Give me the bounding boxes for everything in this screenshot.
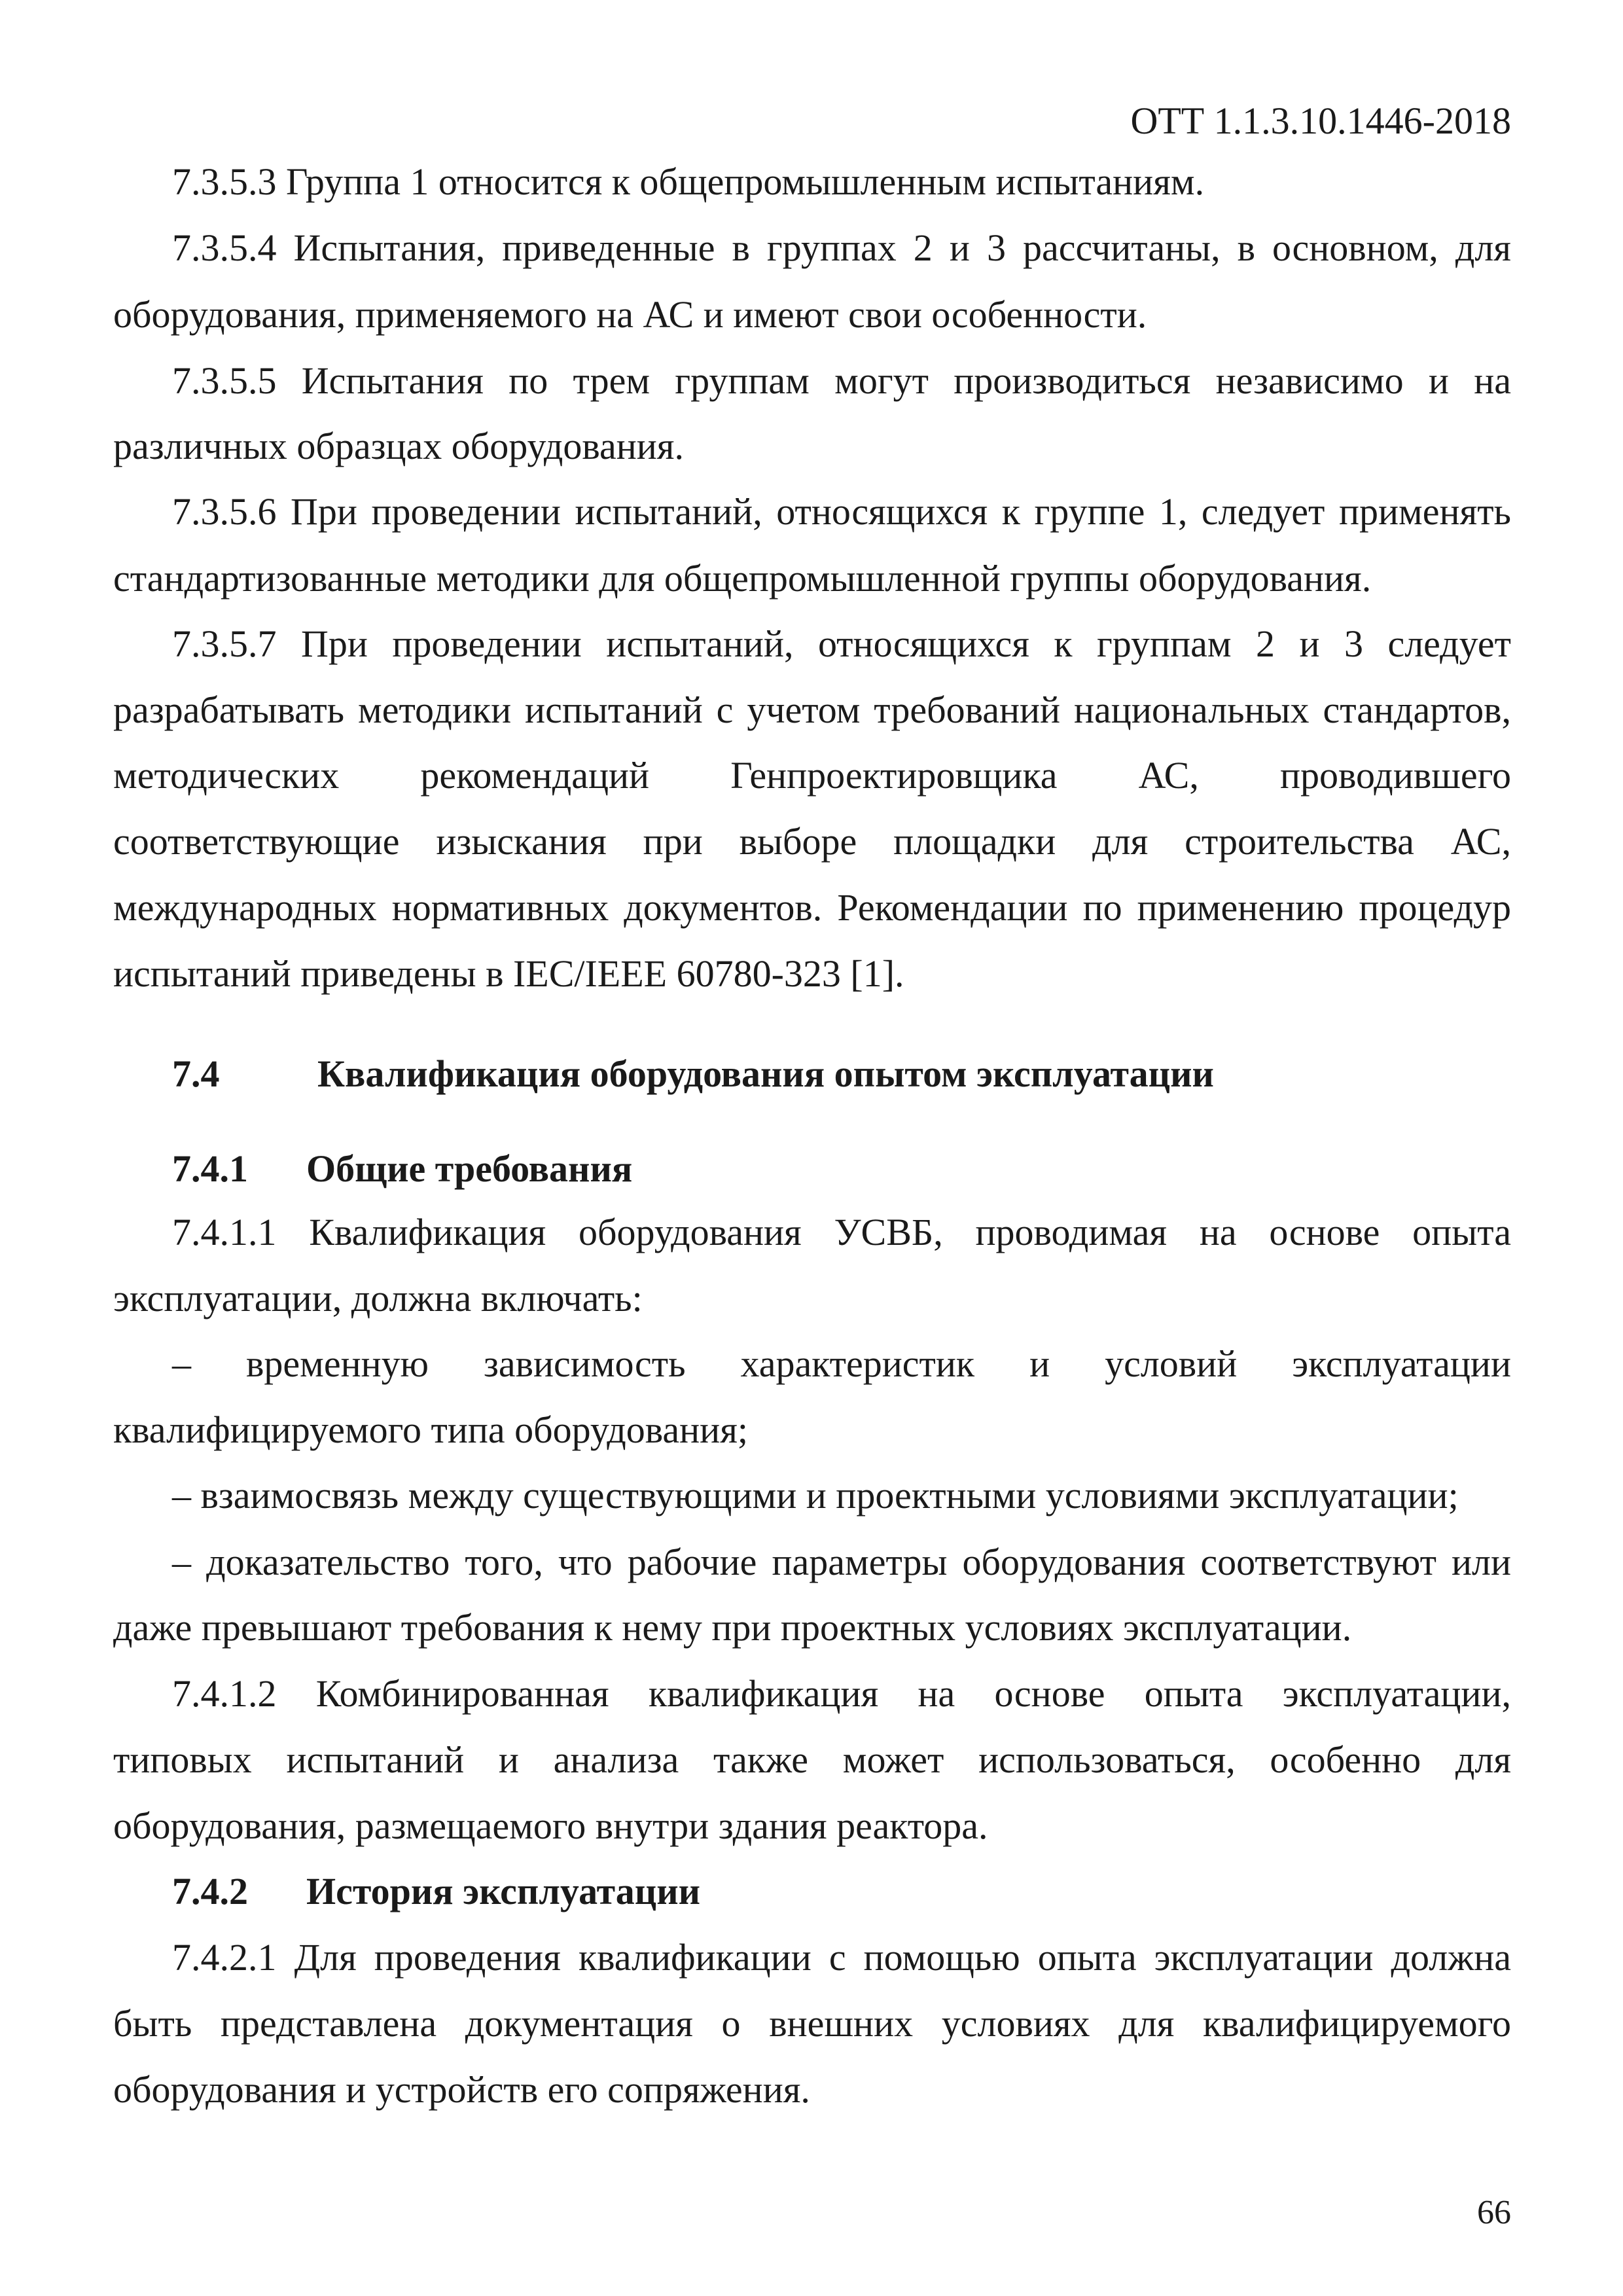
paragraph-line: международных нормативных документов. Рекомендации по применению процедур [113,886,1511,929]
list-item-line: даже превышают требования к нему при проектных условиях эксплуатации. [113,1606,1352,1649]
subsection-heading-number: 7.4.1 [172,1147,248,1190]
paragraph-line: быть представлена документация о внешних условиях для квалифицируемого [113,2002,1511,2045]
list-item-line: – взаимосвязь между существующими и проектными условиями эксплуатации; [172,1474,1459,1516]
paragraph-line: оборудования, применяемого на АС и имеют свои особенности. [113,293,1147,336]
list-item-line: – временную зависимость характеристик и условий эксплуатации [172,1342,1511,1385]
paragraph-line: стандартизованные методики для общепромышленной группы оборудования. [113,557,1372,600]
paragraph-line: разрабатывать методики испытаний с учетом требований национальных стандартов, [113,689,1511,731]
paragraph-line: 7.3.5.3 Группа 1 относится к общепромышленным испытаниям. [172,160,1205,203]
paragraph-line: эксплуатации, должна включать: [113,1277,643,1319]
paragraph-line: соответствующие изыскания при выборе площадки для строительства АС, [113,820,1511,863]
page-number: 66 [1477,2194,1511,2231]
paragraph-line: оборудования, размещаемого внутри здания реактора. [113,1804,988,1847]
list-item-line: квалифицируемого типа оборудования; [113,1408,748,1451]
paragraph-line: методических рекомендаций Генпроектировщика АС, проводившего [113,754,1511,797]
document-code: ОТТ 1.1.3.10.1446-2018 [1130,99,1511,142]
paragraph-line: 7.3.5.4 Испытания, приведенные в группах 2 и 3 рассчитаны, в основном, для [172,226,1511,269]
paragraph-line: типовых испытаний и анализа также может использоваться, особенно для [113,1738,1511,1781]
subsection-heading-title: История эксплуатации [306,1870,701,1912]
paragraph-line: 7.3.5.7 При проведении испытаний, относящихся к группам 2 и 3 следует [172,622,1511,665]
paragraph-line: 7.3.5.6 При проведении испытаний, относящихся к группе 1, следует применять [172,490,1511,533]
subsection-heading-number: 7.4.2 [172,1870,248,1912]
paragraph-line: 7.3.5.5 Испытания по трем группам могут производиться независимо и на [172,359,1511,402]
paragraph-line: 7.4.1.2 Комбинированная квалификация на основе опыта эксплуатации, [172,1672,1511,1715]
section-heading-title: Квалификация оборудования опытом эксплуатации [317,1052,1214,1095]
subsection-heading-title: Общие требования [306,1147,633,1190]
list-item-line: – доказательство того, что рабочие параметры оборудования соответствуют или [172,1541,1511,1583]
paragraph-line: испытаний приведены в IEC/IEEE 60780-323 [1]. [113,952,904,995]
paragraph-line: оборудования и устройств его сопряжения. [113,2068,810,2111]
paragraph-line: различных образцах оборудования. [113,425,684,467]
section-heading-number: 7.4 [172,1052,220,1095]
paragraph-line: 7.4.2.1 Для проведения квалификации с помощью опыта эксплуатации должна [172,1936,1511,1979]
paragraph-line: 7.4.1.1 Квалификация оборудования УСВБ, проводимая на основе опыта [172,1211,1511,1253]
